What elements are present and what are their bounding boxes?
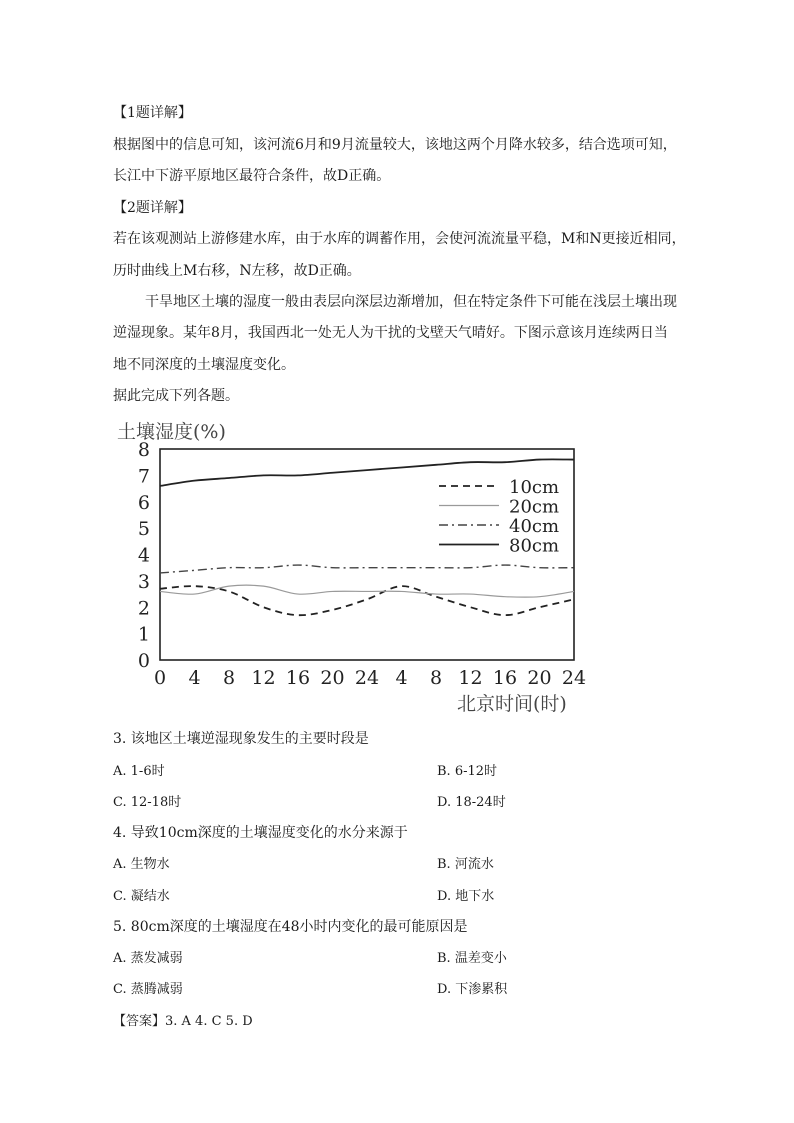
option-d: D. 18-24时 — [437, 795, 506, 810]
x-tick-label: 20 — [320, 667, 345, 689]
y-tick-label: 7 — [137, 465, 150, 488]
section2-text-line: 历时曲线上M右移，N左移，故D正确。 — [113, 263, 361, 279]
option-c: C. 12-18时 — [113, 795, 182, 810]
y-tick-label: 5 — [137, 518, 150, 541]
x-tick-label: 20 — [527, 667, 552, 689]
legend-label: 10cm — [509, 477, 560, 498]
y-tick-label: 3 — [137, 570, 150, 593]
option-d: D. 地下水 — [437, 889, 495, 904]
x-tick-label: 24 — [561, 667, 587, 689]
section2-text-line: 若在该观测站上游修建水库，由于水库的调蓄作用，会使河流流量平稳，M和N更接近相同， — [113, 231, 686, 247]
x-tick-label: 16 — [285, 667, 311, 689]
x-tick-labels — [154, 667, 586, 689]
x-tick-label: 4 — [188, 667, 201, 689]
option-c: C. 蒸腾减弱 — [113, 982, 183, 997]
y-tick-label: 1 — [137, 623, 150, 646]
x-tick-label: 4 — [395, 667, 408, 689]
option-c: C. 凝结水 — [113, 889, 170, 904]
series-line-40cm — [160, 565, 574, 573]
question-stem: 4. 导致10cm深度的土壤湿度变化的水分来源于 — [113, 825, 408, 841]
y-tick-label: 0 — [137, 650, 150, 672]
option-a: A. 生物水 — [113, 857, 170, 872]
legend-label: 80cm — [509, 535, 560, 557]
x-axis-title: 北京时间(时) — [457, 693, 567, 715]
series-line-20cm — [160, 585, 574, 597]
intro-line: 地不同深度的土壤湿度变化。 — [113, 357, 295, 373]
y-tick-label: 6 — [137, 491, 150, 514]
answer-line: 【答案】3. A 4. C 5. D — [113, 1014, 253, 1029]
y-tick-labels — [138, 439, 150, 672]
x-tick-label: 24 — [354, 667, 380, 689]
series-line-10cm — [160, 586, 574, 615]
y-tick-label: 2 — [137, 597, 150, 620]
section1-heading: 【1题详解】 — [113, 105, 192, 121]
x-tick-label: 0 — [153, 667, 167, 689]
intro-line: 据此完成下列各题。 — [113, 388, 239, 404]
option-d: D. 下渗累积 — [437, 982, 508, 997]
option-a: A. 蒸发减弱 — [113, 951, 183, 966]
x-tick-label: 12 — [251, 667, 276, 689]
x-tick-label: 8 — [429, 667, 443, 689]
option-b: B. 河流水 — [437, 857, 494, 872]
option-b: B. 温差变小 — [437, 951, 507, 966]
question-stem: 5. 80cm深度的土壤湿度在48小时内变化的最可能原因是 — [113, 919, 468, 935]
legend-label: 20cm — [509, 496, 560, 518]
soil-moisture-chart — [113, 410, 593, 720]
question-stem: 3. 该地区土壤逆湿现象发生的主要时段是 — [113, 731, 369, 747]
x-tick-label: 16 — [492, 667, 518, 689]
x-tick-label: 12 — [458, 667, 483, 689]
section2-heading: 【2题详解】 — [113, 200, 192, 216]
y-tick-label: 8 — [137, 439, 150, 461]
section1-text-line: 根据图中的信息可知，该河流6月和9月流量较大，该地这两个月降水较多，结合选项可知， — [113, 137, 677, 153]
legend-label: 40cm — [509, 516, 560, 537]
x-tick-label: 8 — [222, 667, 236, 689]
option-b: B. 6-12时 — [437, 764, 498, 779]
y-axis-title: 土壤湿度(%) — [117, 421, 226, 443]
y-tick-label: 4 — [137, 544, 150, 567]
intro-line: 逆湿现象。某年8月，我国西北一处无人为干扰的戈壁天气晴好。下图示意该月连续两日当 — [113, 325, 668, 341]
option-a: A. 1-6时 — [113, 764, 165, 779]
section1-text-line: 长江中下游平原地区最符合条件，故D正确。 — [113, 168, 391, 184]
intro-line: 干旱地区土壤的湿度一般由表层向深层边渐增加，但在特定条件下可能在浅层土壤出现 — [145, 294, 677, 310]
legend — [439, 477, 559, 557]
